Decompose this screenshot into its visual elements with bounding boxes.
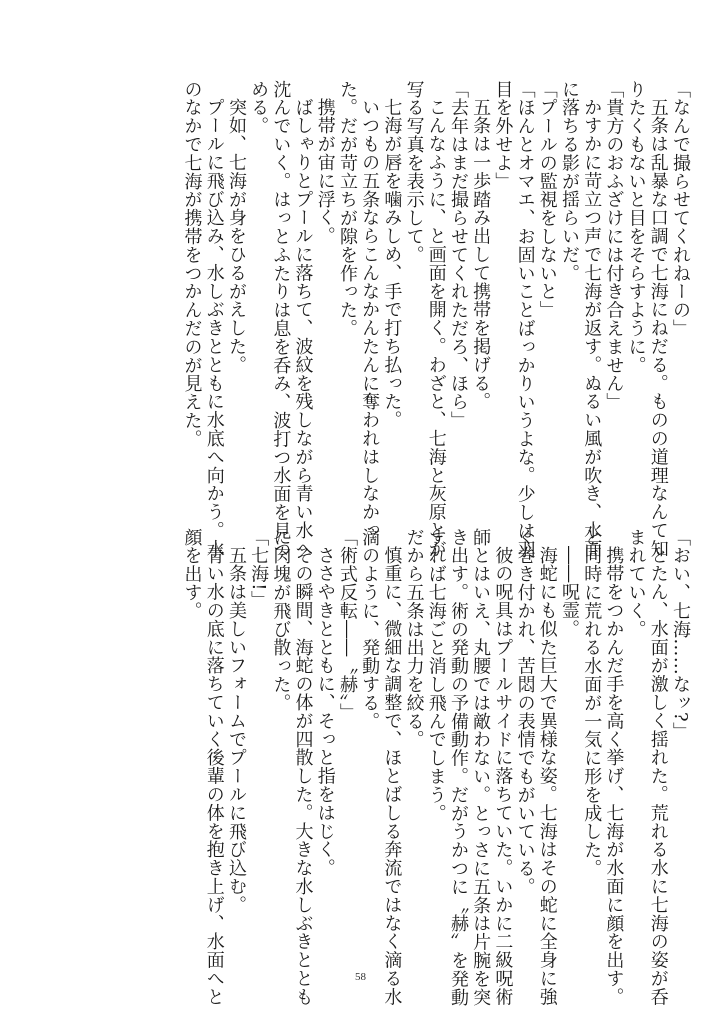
text-block-top bbox=[71, 80, 691, 559]
text-line: 「術式反転――〝赫〟」 bbox=[336, 528, 358, 722]
text-line: き出す。術の発動の予備動作。だがうかつに〝赫〟を発動 bbox=[447, 528, 469, 1007]
text-line: プールに飛び込み、水しぶきとともに水底へ向かう。水 bbox=[203, 98, 225, 558]
text-line: 五条は乱暴な口調で七海にねだる。ものの道理なんて知 bbox=[647, 98, 669, 558]
text-line: 五条は美しいフォームでプールに飛び込む。 bbox=[225, 546, 247, 914]
text-line: ささやきとともに、そっと指をはじく。 bbox=[314, 546, 336, 878]
text-line: 「プールの監視をしないと」 bbox=[536, 80, 558, 320]
page-number: 58 bbox=[355, 971, 366, 983]
text-line: だから五条は出力を絞る。 bbox=[403, 528, 425, 749]
text-line: 「七海!」 bbox=[248, 528, 270, 610]
text-line: 慎重に、微細な調整で、ほとばしる奔流ではなく滴る水 bbox=[381, 546, 403, 1006]
text-line: 「貴方のおふざけには付き合えません」 bbox=[603, 80, 625, 412]
text-line: まれていく。 bbox=[625, 528, 647, 639]
text-line: りたくもないと目をそらすように。 bbox=[625, 80, 647, 375]
text-line: 「ほんとオマエ、お固いことばっかりいうよな。少しは羽 bbox=[514, 80, 536, 559]
text-line: すれば七海ごと消し飛んでしまう。 bbox=[425, 528, 447, 823]
text-line: その瞬間、海蛇の体が四散した。大きな水しぶきととも bbox=[292, 546, 314, 1006]
text-line: 顔を出す。 bbox=[181, 528, 203, 620]
text-line: 目を外せよ」 bbox=[492, 80, 514, 191]
text-line: く巻き付かれ、苦悶の表情でもがいている。 bbox=[514, 528, 536, 896]
text-line: 五条は一歩踏み出して携帯を掲げる。 bbox=[470, 98, 492, 411]
text-line: める。 bbox=[248, 80, 270, 136]
text-line: 海蛇にも似た巨大で異様な姿。七海はその蛇に全身に強 bbox=[536, 546, 558, 1006]
text-line: 携帯をつかんだ手を高く挙げ、七海が水面に顔を出す。 bbox=[603, 546, 625, 1006]
text-line: かすかに苛立つ声で七海が返す。ぬるい風が吹き、水面 bbox=[581, 98, 603, 558]
text-line: に肉塊が飛び散った。 bbox=[270, 528, 292, 712]
text-line: 彼の呪具はプールサイドに落ちていた。いかに二級呪術 bbox=[492, 546, 514, 1006]
text-line: とたん、水面が激しく揺れた。荒れる水に七海の姿が呑 bbox=[647, 546, 669, 1006]
text-line: 七海が唇を噛みしめ、手で打ち払った。 bbox=[381, 98, 403, 430]
text-line: 「おい、七海……なッ?」 bbox=[670, 528, 691, 741]
text-line: 「なんで撮らせてくれねーの」 bbox=[670, 80, 691, 338]
text-line: 沈んでいく。はっとふたりは息を呑み、波打つ水面を見つ bbox=[270, 80, 292, 559]
text-line: いつもの五条ならこんなかんたんに奪われはしなかっ bbox=[359, 98, 381, 540]
text-line: 青い水の底に落ちていく後輩の体を抱き上げ、水面へと bbox=[203, 546, 225, 1006]
text-line: 携帯が宙に浮く。 bbox=[314, 98, 336, 246]
text-line: のなかで七海が携帯をつかんだのが見えた。 bbox=[181, 80, 203, 448]
text-line: ――呪霊。 bbox=[558, 546, 580, 638]
text-line: 写る写真を表示して。 bbox=[403, 80, 425, 264]
text-line: こんなふうに、と画面を開く。わざと、七海と灰原とが bbox=[425, 98, 447, 558]
text-line: た。だが苛立ちが隙を作った。 bbox=[336, 80, 358, 338]
text-line: ばしゃりとプールに落ちて、波紋を残しながら青い水へ bbox=[292, 98, 314, 558]
text-line: 師とはいえ、丸腰では敵わない。とっさに五条は片腕を突 bbox=[470, 528, 492, 1007]
text-line: 滴のように、発動する。 bbox=[359, 528, 381, 731]
text-line: 突如、七海が身をひるがえした。 bbox=[225, 98, 247, 374]
text-line: 「去年はまだ撮らせてくれただろ、ほら」 bbox=[447, 80, 469, 430]
text-line: に落ちる影が揺らいだ。 bbox=[558, 80, 580, 283]
text-line: と同時に荒れる水面が一気に形を成した。 bbox=[581, 528, 603, 878]
